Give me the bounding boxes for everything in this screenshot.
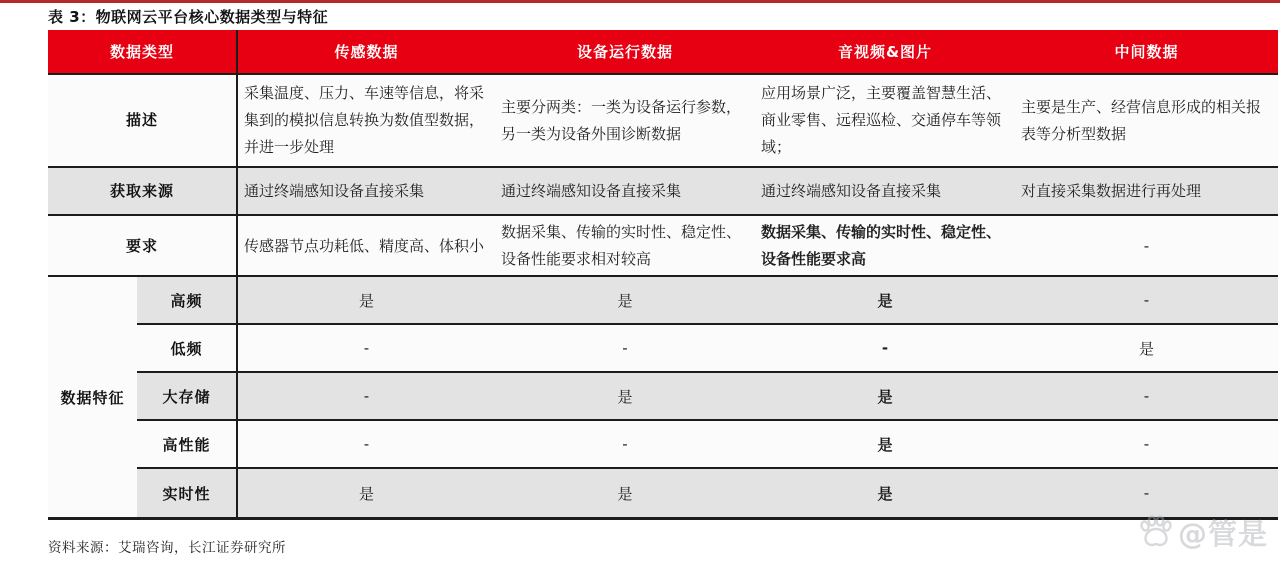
cell-description-intermediate: 主要是生产、经营信息形成的相关报表等分析型数据 xyxy=(1021,97,1262,143)
cell-description-device: 主要分两类：一类为设备运行参数，另一类为设备外围诊断数据 xyxy=(501,97,742,143)
row-label-description: 描述 xyxy=(48,75,238,166)
table-header-row xyxy=(48,30,1278,75)
cell-highfreq-device: 是 xyxy=(495,277,755,325)
table-row-acquisition-source xyxy=(48,168,1278,216)
cell-source-device: 通过终端感知设备直接采集 xyxy=(501,181,682,200)
cell-requirements-av: 数据采集、传输的实时性、稳定性、设备性能要求高 xyxy=(761,223,1002,268)
cell-source-intermediate: 对直接采集数据进行再处理 xyxy=(1021,181,1202,200)
subrow-label-high-performance: 高性能 xyxy=(137,421,238,469)
table-title: 表 3：物联网云平台核心数据类型与特征 xyxy=(48,8,329,26)
cell-lowfreq-av: - xyxy=(755,325,1015,373)
cell-lowfreq-sensor: - xyxy=(238,325,495,373)
cell-storage-sensor: - xyxy=(238,373,495,421)
page-top-accent-line xyxy=(0,0,1280,3)
subrow-label-large-storage: 大存储 xyxy=(137,373,238,421)
cell-performance-av: 是 xyxy=(755,421,1015,469)
watermark-text: @管是 xyxy=(1177,517,1268,551)
cell-realtime-device: 是 xyxy=(495,469,755,517)
cell-realtime-intermediate: - xyxy=(1015,469,1278,517)
header-cell-sensor-data: 传感数据 xyxy=(334,43,399,61)
cell-highfreq-av: 是 xyxy=(755,277,1015,325)
data-table xyxy=(48,30,1278,520)
cell-lowfreq-intermediate: 是 xyxy=(1015,325,1278,373)
cell-storage-av: 是 xyxy=(755,373,1015,421)
cell-description-sensor: 采集温度、压力、车速等信息，将采集到的模拟信息转换为数值型数据，并进一步处理 xyxy=(244,84,485,156)
header-cell-intermediate-data: 中间数据 xyxy=(1114,43,1179,61)
row-label-requirements: 要求 xyxy=(48,216,238,276)
subrow-label-real-time: 实时性 xyxy=(137,469,238,517)
source-note: 资料来源：艾瑞咨询，长江证券研究所 xyxy=(48,540,286,556)
paw-icon xyxy=(1137,514,1175,552)
subrow-label-low-frequency: 低频 xyxy=(137,325,238,373)
cell-highfreq-intermediate: - xyxy=(1015,277,1278,325)
subrow-label-high-frequency: 高频 xyxy=(137,277,238,325)
cell-storage-intermediate: - xyxy=(1015,373,1278,421)
cell-requirements-sensor: 传感器节点功耗低、精度高、体积小 xyxy=(244,236,485,255)
cell-realtime-av: 是 xyxy=(755,469,1015,517)
cell-lowfreq-device: - xyxy=(495,325,755,373)
header-cell-device-operation-data: 设备运行数据 xyxy=(576,43,673,61)
row-label-acquisition-source: 获取来源 xyxy=(48,168,238,214)
cell-performance-intermediate: - xyxy=(1015,421,1278,469)
header-cell-audio-video-image: 音视频&图片 xyxy=(837,43,933,61)
table-row-description xyxy=(48,75,1278,168)
cell-highfreq-sensor: 是 xyxy=(238,277,495,325)
cell-storage-device: 是 xyxy=(495,373,755,421)
cell-description-av: 应用场景广泛，主要覆盖智慧生活、商业零售、远程巡检、交通停车等领域； xyxy=(761,84,1002,156)
cell-performance-device: - xyxy=(495,421,755,469)
group-label-data-characteristics: 数据特征 xyxy=(48,277,137,517)
watermark xyxy=(1137,512,1268,553)
cell-performance-sensor: - xyxy=(238,421,495,469)
cell-source-sensor: 通过终端感知设备直接采集 xyxy=(244,181,425,200)
table-group-data-characteristics xyxy=(48,277,1278,520)
table-row-requirements xyxy=(48,216,1278,277)
cell-source-av: 通过终端感知设备直接采集 xyxy=(761,181,942,200)
cell-realtime-sensor: 是 xyxy=(238,469,495,517)
header-cell-data-type: 数据类型 xyxy=(48,30,238,73)
cell-requirements-intermediate: - xyxy=(1143,236,1150,255)
cell-requirements-device: 数据采集、传输的实时性、稳定性、设备性能要求相对较高 xyxy=(501,223,742,268)
